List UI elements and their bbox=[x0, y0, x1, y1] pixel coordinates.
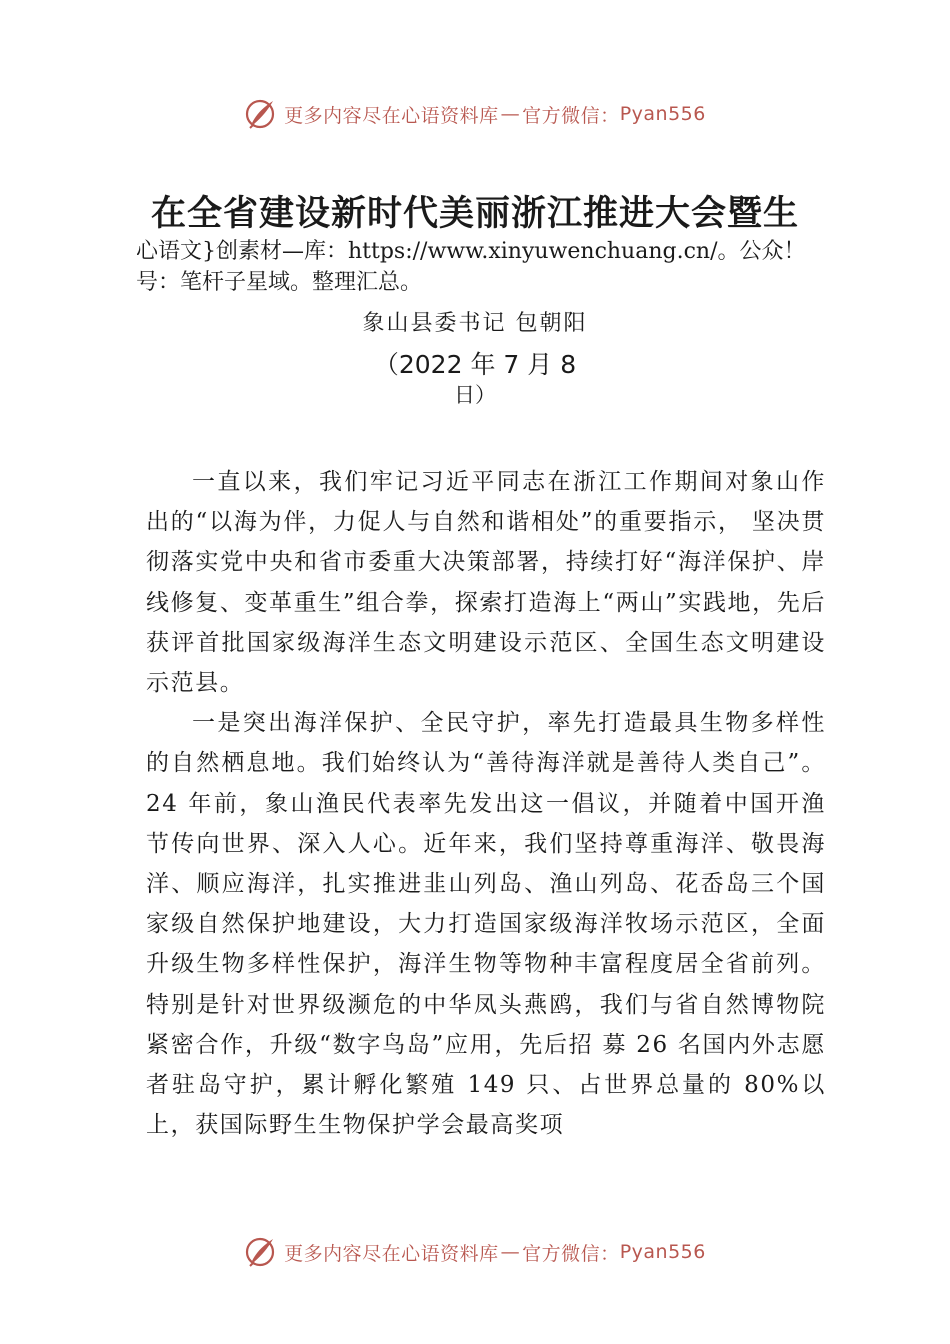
date-line-2: 日） bbox=[454, 383, 496, 407]
banner-text: 更多内容尽在心语资料库 bbox=[284, 104, 499, 127]
banner-wechat-account: Pyan556 bbox=[619, 103, 706, 125]
quill-pen-logo-icon bbox=[244, 97, 278, 131]
bottom-banner bbox=[0, 1230, 950, 1274]
source-note: 心语文}创素材—库：https://www.xinyuwenchuang.cn/。公众！号：笔杆子星域。整理汇总。 bbox=[136, 239, 806, 295]
banner-text: 更多内容尽在心语资料库 bbox=[284, 1242, 499, 1265]
author-line: 象山县委书记 包朝阳 bbox=[362, 311, 588, 336]
banner-separator: — bbox=[500, 103, 521, 125]
body-paragraph: 一是突出海洋保护、全民守护，率先打造最具生物多样性的自然栖息地。我们始终认为“善待海洋就是善待人类自己”。24 年前，象山渔民代表率先发出这一倡议，并随着中国开渔节传向世界、深入人心。近年来，我们坚持尊重海洋、敬畏海洋、顺应海洋，扎实推进韭山列岛、渔山列岛、花岙岛三个国家级自然保护地建设，大力打造国家级海洋牧场示范区，全面升级生物多样性保护，海洋生物等物种丰富程度居全省前列。特别是针对世界级濒危的中华凤头燕鸥，我们与省自然博物院紧密合作，升级“数字鸟岛”应用，先后招 募 26 名国内外志愿者驻岛守护，累计孵化繁殖 149 只、占世界总量的 80%以上，获国际野生生物保护学会最高奖项 bbox=[146, 710, 826, 1139]
date-line-1: （2022 年 7 月 8 bbox=[373, 350, 577, 379]
banner-wechat-label: 官方微信： bbox=[522, 1242, 620, 1265]
banner-wechat-label: 官方微信： bbox=[522, 104, 620, 127]
document-title: 在全省建设新时代美丽浙江推进大会暨生 bbox=[150, 193, 799, 234]
body-paragraph: 一直以来，我们牢记习近平同志在浙江工作期间对象山作出的“以海为伴，力促人与自然和谐相处”的重要指示， 坚决贯彻落实党中央和省市委重大决策部署，持续打好“海洋保护、岸线修复、变革重生”组合拳，探索打造海上“两山”实践地，先后获评首批国家级海洋生态文明建设示范区、全国生态文明建设示范县。 bbox=[146, 469, 826, 697]
top-banner bbox=[0, 92, 950, 136]
quill-pen-logo-icon bbox=[244, 1235, 278, 1269]
date-line bbox=[0, 350, 950, 410]
banner-wechat-account: Pyan556 bbox=[619, 1241, 706, 1263]
document-body bbox=[146, 462, 826, 1145]
banner-separator: — bbox=[500, 1241, 521, 1263]
